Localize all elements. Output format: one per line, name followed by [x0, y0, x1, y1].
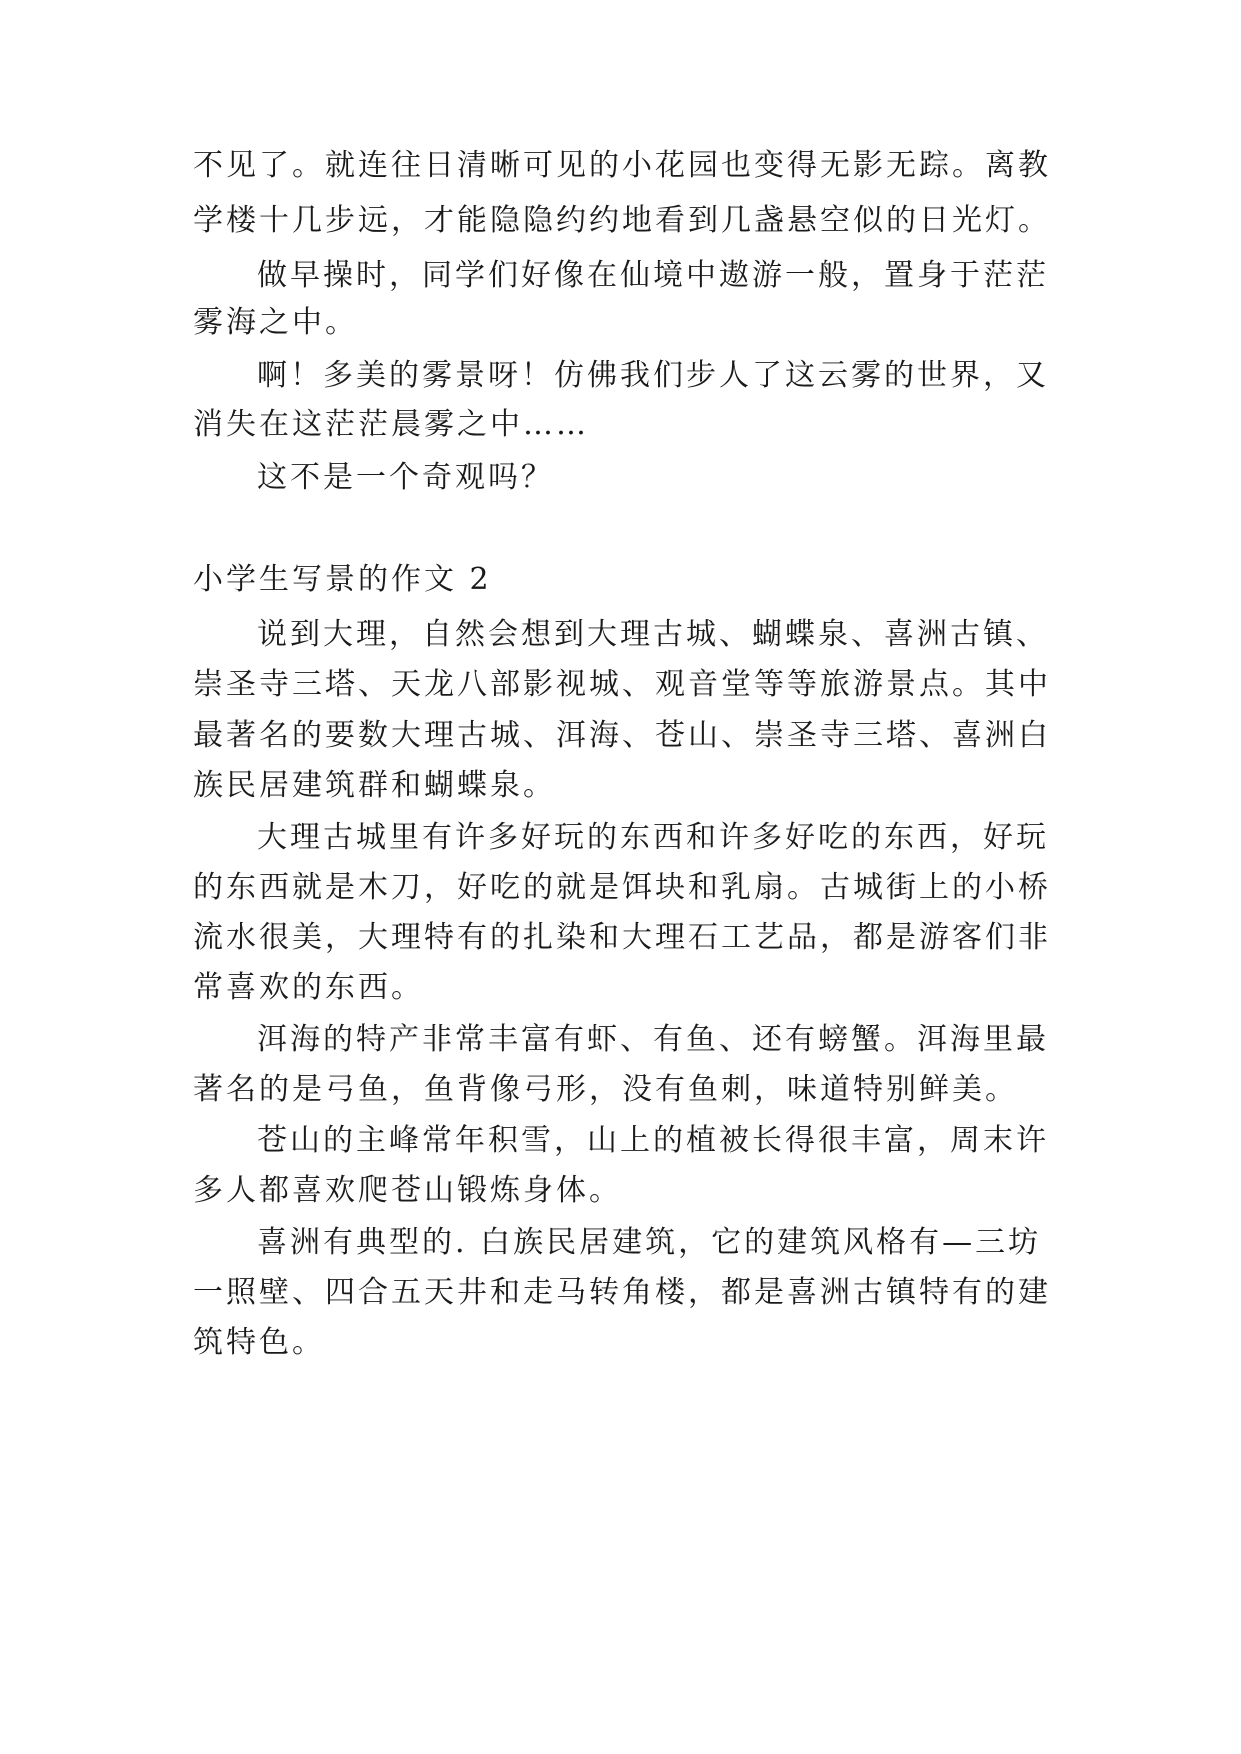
paragraph-line: 筑特色。 [193, 1325, 325, 1360]
paragraph-line: 做早操时，同学们好像在仙境中遨游一般，置身于茫茫 [257, 258, 1049, 293]
paragraph-line: 著名的是弓鱼，鱼背像弓形，没有鱼刺，味道特别鲜美。 [193, 1072, 1018, 1107]
paragraph-line: 苍山的主峰常年积雪，山上的植被长得很丰富，周末许 [257, 1123, 1049, 1158]
paragraph-line: 这不是一个奇观吗？ [257, 460, 554, 495]
paragraph-line: 最著名的要数大理古城、洱海、苍山、崇圣寺三塔、喜洲白 [193, 718, 1051, 753]
paragraph-line: 雾海之中。 [193, 305, 358, 340]
paragraph-line: 消失在这茫茫晨雾之中…… [193, 407, 589, 442]
paragraph-line: 说到大理，自然会想到大理古城、蝴蝶泉、喜洲古镇、 [257, 617, 1049, 652]
paragraph-line: 崇圣寺三塔、天龙八部影视城、观音堂等等旅游景点。其中 [193, 667, 1051, 702]
paragraph-line: 喜洲有典型的. 白族民居建筑，它的建筑风格有—三坊 [257, 1225, 1042, 1260]
paragraph-line: 大理古城里有许多好玩的东西和许多好吃的东西，好玩 [257, 820, 1049, 855]
paragraph-line: 不见了。就连往日清晰可见的小花园也变得无影无踪。离教 [193, 148, 1051, 183]
paragraph-line: 一照壁、四合五天井和走马转角楼，都是喜洲古镇特有的建 [193, 1275, 1051, 1310]
paragraph-line: 洱海的特产非常丰富有虾、有鱼、还有螃蟹。洱海里最 [257, 1022, 1049, 1057]
paragraph-line: 啊！多美的雾景呀！仿佛我们步人了这云雾的世界，又 [257, 358, 1049, 393]
paragraph-line: 流水很美，大理特有的扎染和大理石工艺品，都是游客们非 [193, 920, 1051, 955]
paragraph-line: 常喜欢的东西。 [193, 970, 424, 1005]
paragraph-line: 族民居建筑群和蝴蝶泉。 [193, 768, 556, 803]
paragraph-line: 学楼十几步远，才能隐隐约约地看到几盏悬空似的日光灯。 [193, 203, 1051, 238]
paragraph-line: 的东西就是木刀，好吃的就是饵块和乳扇。古城街上的小桥 [193, 870, 1051, 905]
paragraph-line: 多人都喜欢爬苍山锻炼身体。 [193, 1173, 622, 1208]
essay-title: 小学生写景的作文 2 [193, 562, 492, 597]
